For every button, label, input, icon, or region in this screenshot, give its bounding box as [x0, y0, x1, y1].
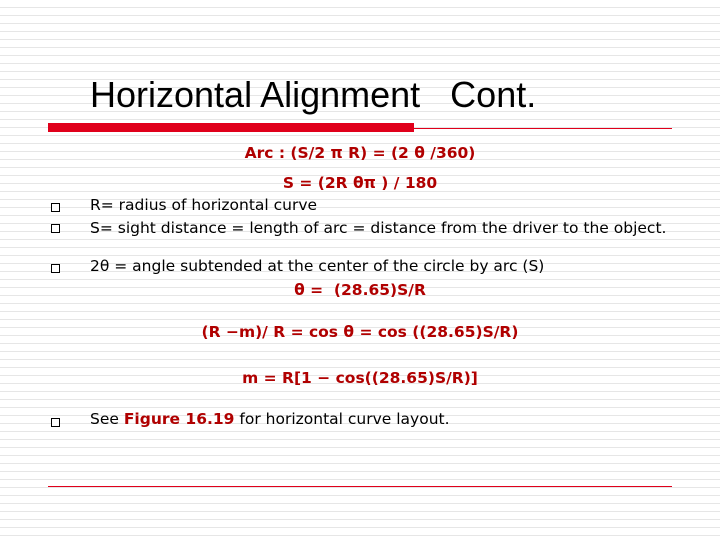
slide-title: Horizontal Alignment Cont.	[90, 74, 537, 115]
bullet-marker-4	[51, 418, 60, 427]
figure-ref-prefix: See	[90, 410, 124, 428]
bullet-angle: 2θ = angle subtended at the center of the circle by arc (S)	[90, 257, 545, 275]
figure-reference-line	[90, 410, 680, 428]
bullet-marker-3	[51, 264, 60, 273]
title-accent-bar	[48, 123, 414, 132]
figure-ref-suffix: for horizontal curve layout.	[234, 410, 450, 428]
bullet-marker-2	[51, 224, 60, 233]
arc-equation: Arc : (S/2 π R) = (2 θ /360)	[244, 144, 476, 162]
title-underline-rule	[414, 128, 672, 129]
footer-rule	[48, 486, 672, 487]
bullet-radius: R= radius of horizontal curve	[90, 196, 318, 214]
s-formula: S = (2R θπ ) / 180	[282, 174, 438, 192]
bullet-sight-distance: S= sight distance = length of arc = distance from the driver to the object.	[90, 219, 667, 237]
figure-ref-link: Figure 16.19	[123, 410, 235, 428]
cos-relation: (R −m)/ R = cos θ = cos ((28.65)S/R)	[201, 323, 519, 341]
m-formula: m = R[1 − cos((28.65)S/R)]	[242, 369, 478, 387]
bullet-marker-1	[51, 203, 60, 212]
theta-equation: θ = (28.65)S/R	[294, 281, 426, 299]
